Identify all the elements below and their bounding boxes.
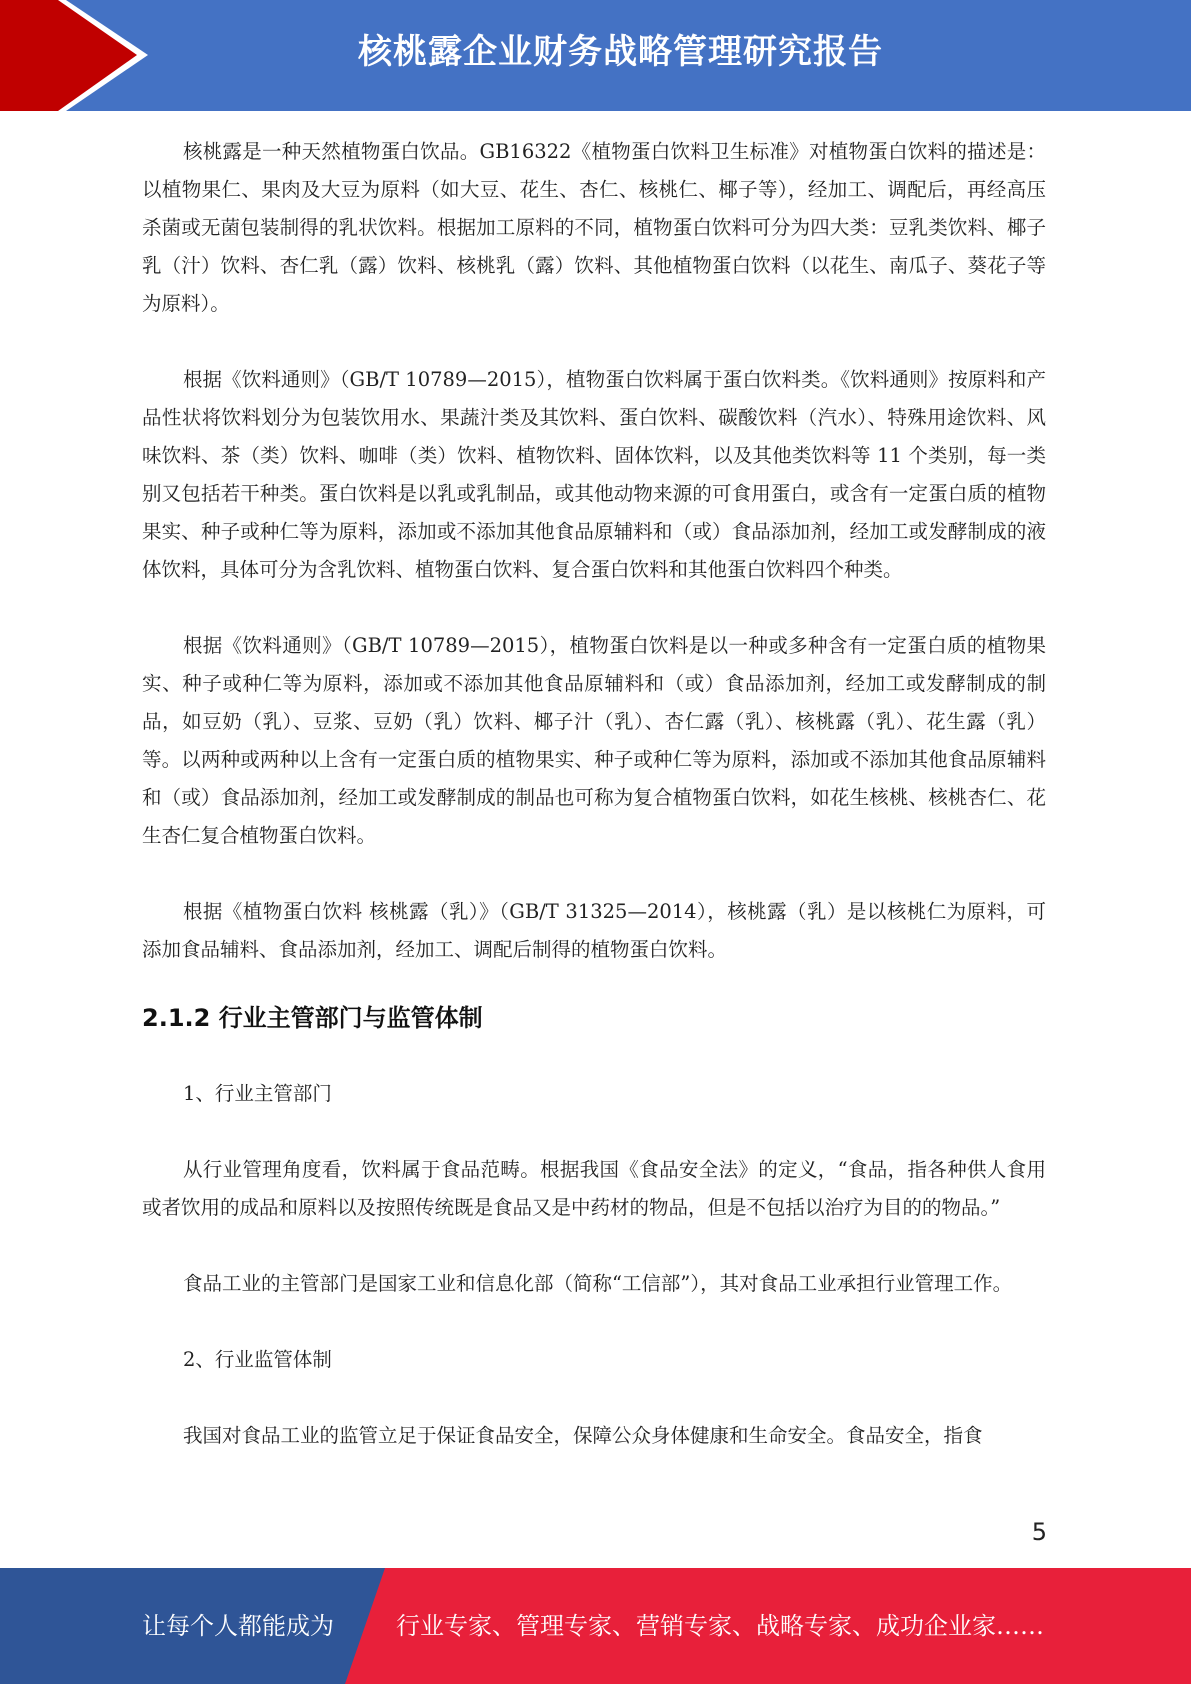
report-title: 核桃露企业财务战略管理研究报告 xyxy=(358,32,883,72)
subheading-2: 2、行业监管体制 xyxy=(182,1348,332,1371)
paragraph-6: 食品工业的主管部门是国家工业和信息化部（简称“工信部”），其对食品工业承担行业管理工作。 xyxy=(182,1272,1013,1295)
paragraph-1: 核桃露是一种天然植物蛋白饮品。GB16322《植物蛋白饮料卫生标准》对植物蛋白饮料的描述是：以植物果仁、果肉及大豆为原料（如大豆、花生、杏仁、核桃仁、椰子等），经加工、调配后，再经高压杀菌或无菌包装制得的乳状饮料。根据加工原料的不同，植物蛋白饮料可分为四大类：豆乳类饮料、椰子乳（汁）饮料、杏仁乳（露）饮料、核桃乳（露）饮料、其他植物蛋白饮料（以花生、南瓜子、葵花子等为原料）。 xyxy=(142,140,1046,315)
subheading-1: 1、行业主管部门 xyxy=(182,1082,332,1105)
footer-banner xyxy=(0,1568,1191,1684)
footer-slogan-right: 行业专家、管理专家、营销专家、战略专家、成功企业家…… xyxy=(396,1612,1044,1640)
paragraph-5: 从行业管理角度看，饮料属于食品范畴。根据我国《食品安全法》的定义，“食品，指各种供人食用或者饮用的成品和原料以及按照传统既是食品又是中药材的物品，但是不包括以治疗为目的的物品。” xyxy=(142,1158,1046,1219)
section-heading: 2.1.2 行业主管部门与监管体制 xyxy=(142,1004,483,1032)
paragraph-3: 根据《饮料通则》（GB/T 10789—2015），植物蛋白饮料是以一种或多种含有一定蛋白质的植物果实、种子或种仁等为原料，添加或不添加其他食品原辅料和（或）食品添加剂，经加工或发酵制成的制品，如豆奶（乳）、豆浆、豆奶（乳）饮料、椰子汁（乳）、杏仁露（乳）、核桃露（乳）、花生露（乳）等。以两种或两种以上含有一定蛋白质的植物果实、种子或种仁等为原料，添加或不添加其他食品原辅料和（或）食品添加剂，经加工或发酵制成的制品也可称为复合植物蛋白饮料，如花生核桃、核桃杏仁、花生杏仁复合植物蛋白饮料。 xyxy=(142,634,1046,847)
header-arrow-decoration xyxy=(0,0,160,111)
page-content xyxy=(142,133,1046,1455)
header-banner xyxy=(0,0,1191,111)
page-number: 5 xyxy=(1031,1518,1047,1546)
footer-slogan-left: 让每个人都能成为 xyxy=(142,1612,334,1640)
paragraph-4: 根据《植物蛋白饮料 核桃露（乳）》（GB/T 31325—2014），核桃露（乳）是以核桃仁为原料，可添加食品辅料、食品添加剂，经加工、调配后制得的植物蛋白饮料。 xyxy=(142,900,1046,961)
paragraph-2: 根据《饮料通则》（GB/T 10789—2015），植物蛋白饮料属于蛋白饮料类。《饮料通则》按原料和产品性状将饮料划分为包装饮用水、果蔬汁类及其饮料、蛋白饮料、碳酸饮料（汽水）、特殊用途饮料、风味饮料、茶（类）饮料、咖啡（类）饮料、植物饮料、固体饮料，以及其他类饮料等 11 个类别，每一类别又包括若干种类。蛋白饮料是以乳或乳制品，或其他动物来源的可食用蛋白，或含有一定蛋白质的植物果实、种子或种仁等为原料，添加或不添加其他食品原辅料和（或）食品添加剂，经加工或发酵制成的液体饮料，具体可分为含乳饮料、植物蛋白饮料、复合蛋白饮料和其他蛋白饮料四个种类。 xyxy=(142,368,1046,581)
paragraph-7: 我国对食品工业的监管立足于保证食品安全，保障公众身体健康和生命安全。食品安全，指食 xyxy=(182,1424,983,1447)
